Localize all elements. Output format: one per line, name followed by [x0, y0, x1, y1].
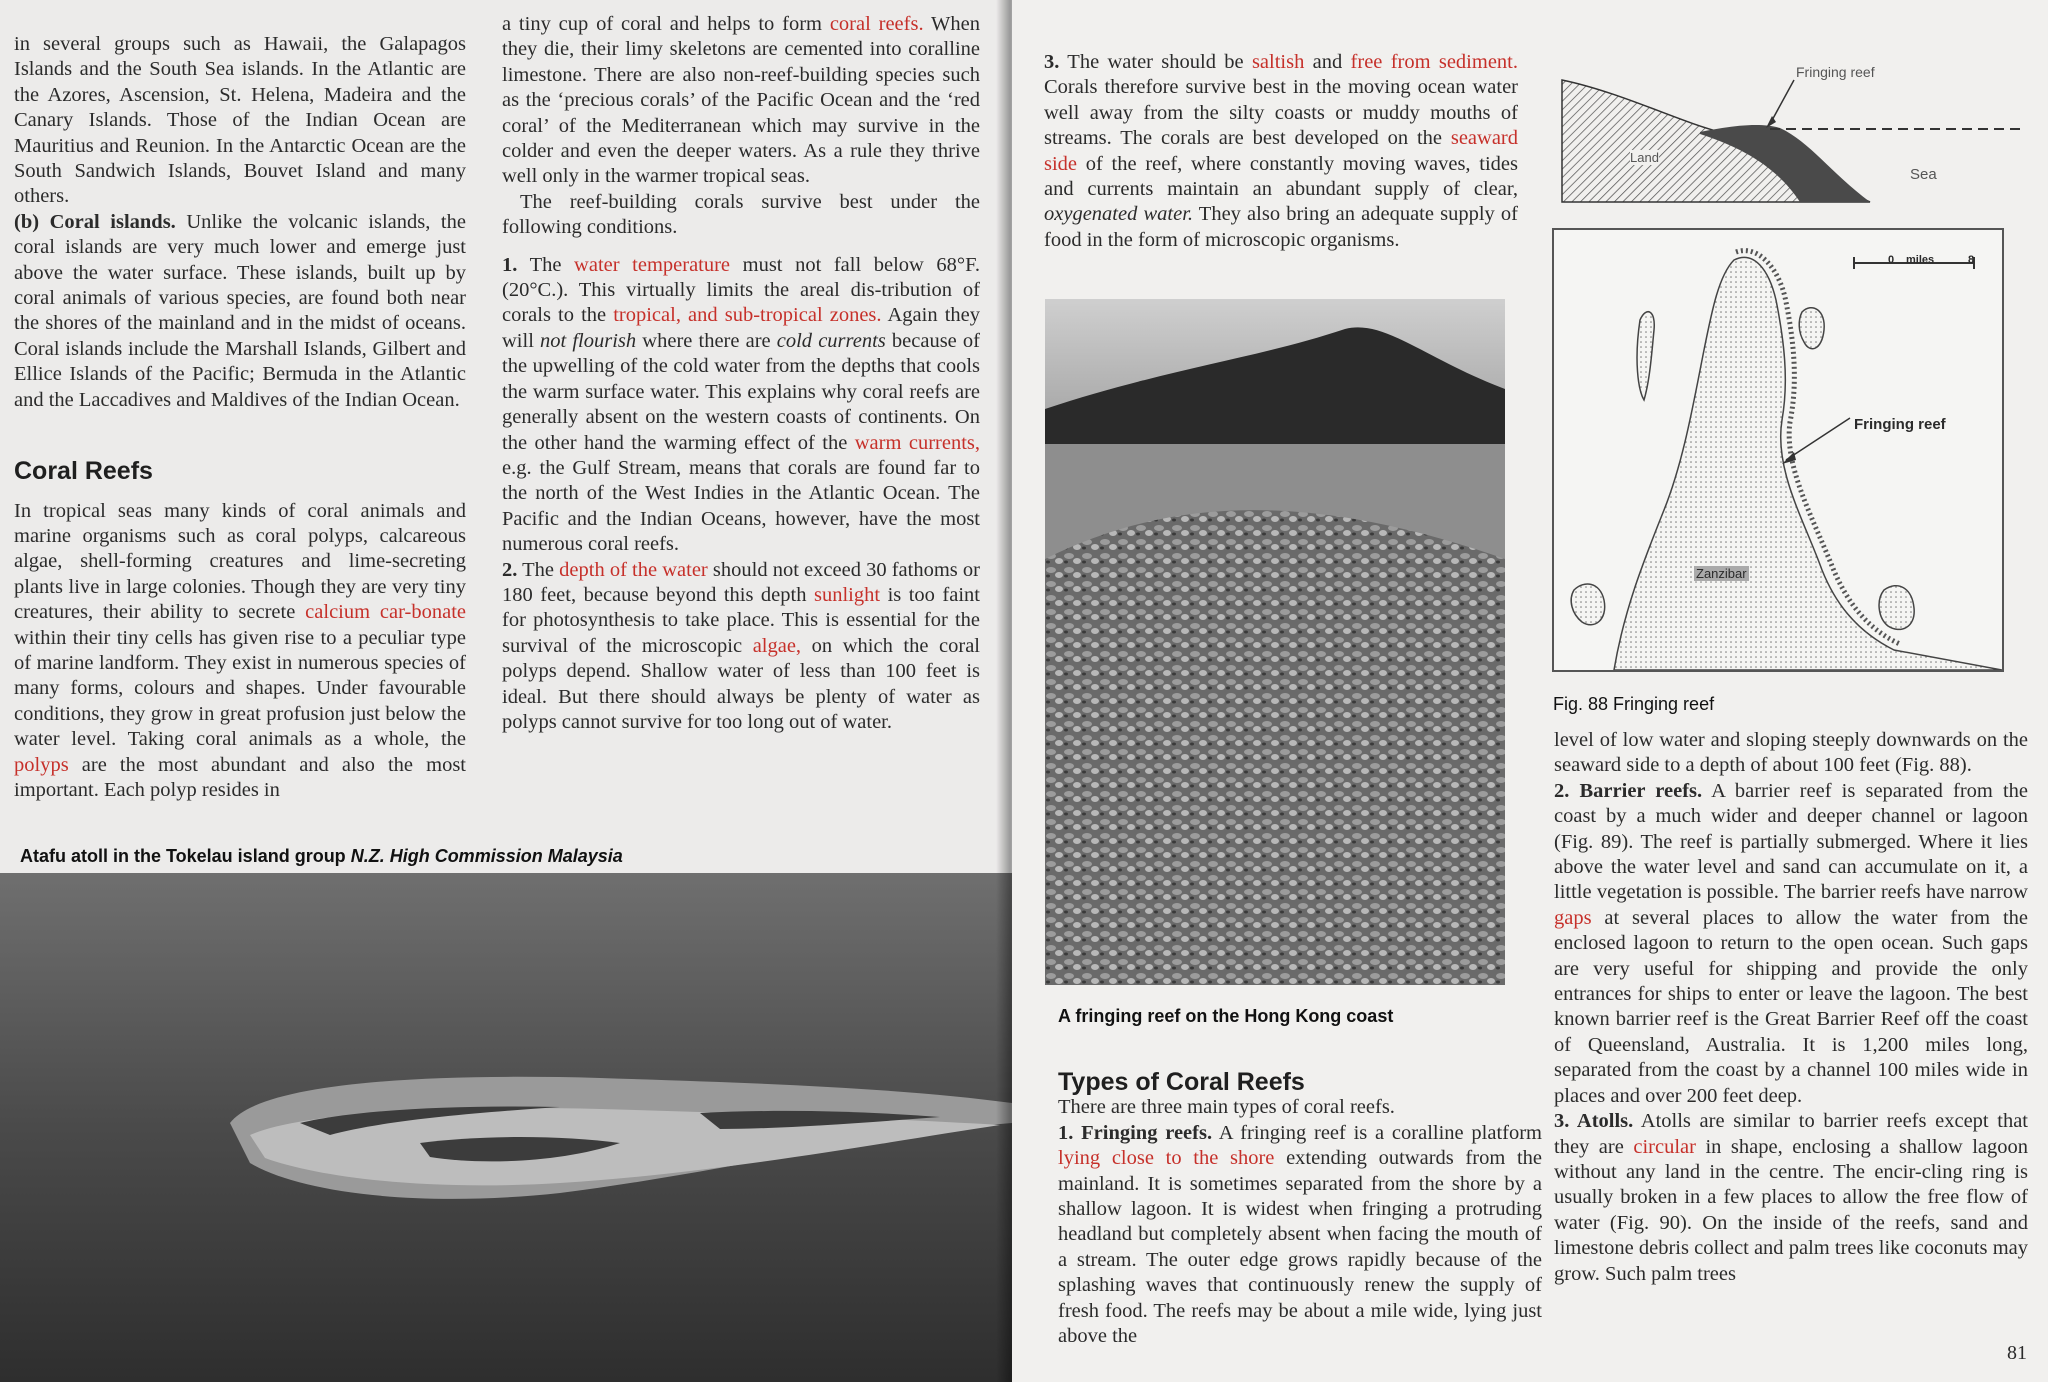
keyword-polyps: polyps: [14, 753, 69, 776]
hongkong-reef-photo: [1045, 299, 1505, 985]
text-segment: A barrier reef is separated from the coast by a much wider and deeper channel or lagoon (Fig. 89). The reef is partially submerged. Where it lies above the water level and sand can accumulate on it, a little vegetation is possible. The barrier reefs have narrow: [1554, 779, 2029, 904]
paragraph-fringing-continued: level of low water and sloping steeply downwards on the seaward side to a depth of about 100 feet (Fig. 88).: [1554, 729, 2028, 777]
keyword-seaward-side: seaward side: [1044, 127, 1518, 175]
paragraph-coral-islands: [14, 210, 466, 413]
type-number: 2.: [1554, 779, 1570, 802]
type-label: Atolls.: [1569, 1110, 1634, 1133]
scale-zero: 0: [1888, 254, 1895, 266]
heading-types-of-coral-reefs: Types of Coral Reefs: [1058, 1068, 1305, 1096]
keyword-lying-close-to-shore: lying close to the shore: [1058, 1147, 1275, 1170]
text-segment: The: [517, 253, 575, 276]
types-intro: There are three main types of coral reefs.: [1058, 1096, 1395, 1119]
keyword-algae: algae,: [752, 634, 802, 657]
keyword-calcium-carbonate: calcium car-bonate: [305, 601, 466, 624]
text-italic: cold currents: [776, 329, 886, 352]
label-sea: Sea: [1910, 166, 1937, 183]
caption-title: Atafu atoll in the Tokelau island group: [20, 846, 346, 866]
spacer: [14, 413, 466, 459]
condition-2-depth: [502, 558, 980, 736]
paragraph-coral-reefs: [14, 499, 466, 804]
text-segment: The: [517, 558, 560, 581]
text-segment: are the most abundant and also the most important. Each polyp resides in: [14, 753, 466, 801]
text-segment: within their tiny cells has given rise to a peculiar type of marine landform. They exist in numerous species of many forms, colours and shapes. Under favourable conditions, they grow in great profusion just below the water level. Taking coral animals as a whole, the: [14, 626, 466, 751]
right-column-1: [1044, 50, 1518, 253]
scale-max: 8: [1968, 254, 1975, 266]
right-column-2: [1554, 728, 2028, 1287]
keyword-free-from-sediment: free from sediment.: [1350, 51, 1518, 73]
text-segment: e.g. the Gulf Stream, means that corals are found far to the north of the West Indies in the Atlantic Ocean. The Pacific and the Indian Oceans, however, have the most numerous coral reefs.: [502, 456, 980, 556]
cross-section-diagram: [1560, 52, 2020, 212]
text-segment: In tropical seas many kinds of coral animals and marine organisms such as coral polyps, calcareous algae, shell-forming creatures and lime-secreting plants live in large colonies. Though they are very tiny creatures, their ability to secrete: [14, 499, 466, 624]
condition-1-temperature: [502, 253, 980, 558]
hongkong-reef-illustration: [1045, 299, 1505, 985]
paragraph-conditions-intro: The reef-building corals survive best under the following conditions.: [502, 190, 980, 239]
keyword-sunlight: sunlight: [813, 583, 881, 606]
text-segment: must not fall below 68°F. (20°C.). This virtually limits the areal dis-tribution of corals to the: [502, 253, 980, 327]
map-label-fringing-reef: Fringing reef: [1854, 416, 1946, 433]
text-segment: and: [1304, 51, 1351, 73]
text-segment: of the reef, where constantly moving waves, tides and currents maintain an abundant supply of clear,: [1044, 152, 1518, 201]
text-segment: Again they will: [502, 304, 980, 352]
zanzibar-map: [1554, 230, 2002, 670]
map-label-zanzibar: Zanzibar: [1696, 566, 1747, 581]
figure-caption: Fig. 88 Fringing reef: [1553, 694, 1715, 714]
atoll-photo-caption: [20, 846, 623, 867]
text-segment: A fringing reef is a coralline platform: [1212, 1121, 1542, 1144]
label-land: Land: [1630, 150, 1659, 165]
type-label: Barrier reefs.: [1569, 779, 1703, 802]
condition-3-salinity: [1044, 50, 1518, 253]
condition-number: 2.: [502, 558, 518, 581]
type-1-fringing: [1058, 1121, 1542, 1350]
condition-number: 1.: [502, 253, 518, 276]
type-number: 1.: [1058, 1121, 1074, 1144]
text-segment: on which the coral polyps depend. Shallow water of less than 100 feet is ideal. But there should always be plenty of water as polyps cannot survive for too long out of water.: [502, 634, 980, 733]
hongkong-photo-caption: A fringing reef on the Hong Kong coast: [1058, 1006, 1394, 1026]
condition-number: 3.: [1044, 51, 1060, 73]
keyword-tropical-zones: tropical, and sub-tropical zones.: [613, 304, 882, 327]
type-3-atolls: [1554, 1109, 2028, 1287]
type-number: 3.: [1554, 1110, 1570, 1133]
text-segment: should not exceed 30 fathoms or 180 feet, because beyond this depth: [502, 558, 980, 606]
label-fringing-reef: Fringing reef: [1796, 64, 1875, 80]
text-segment: a tiny cup of coral and helps to form: [502, 13, 830, 35]
text-segment: Corals therefore survive best in the moving ocean water well away from the silty coasts or muddy mouths of streams. The corals are best developed on the: [1044, 76, 1518, 150]
keyword-depth-of-water: depth of the water: [559, 558, 708, 581]
text-segment: They also bring an adequate supply of food in the form of microscopic organisms.: [1044, 203, 1518, 251]
spacer: [502, 241, 980, 253]
keyword-water-temperature: water temperature: [574, 253, 731, 276]
left-column-1: [14, 32, 466, 803]
text-segment: When they die, their limy skeletons are cemented into coralline limestone. There are also non-reef-building species such as the ‘precious corals’ of the Pacific Ocean and the ‘red coral’ of the Mediterranean which may survive in the colder and even the deeper waters. As a rule they thrive well only in the warmer tropical seas.: [502, 13, 980, 188]
right-column-1-lower: [1058, 1070, 1542, 1349]
keyword-gaps: gaps: [1554, 906, 1592, 929]
text-italic: not flourish: [540, 329, 637, 352]
cross-section-figure: [1560, 52, 2020, 212]
page-number: 81: [2007, 1342, 2027, 1364]
keyword-saltish: saltish: [1251, 51, 1305, 73]
keyword-coral-reefs: coral reefs.: [829, 13, 924, 35]
paragraph-coral-cup: [502, 12, 980, 190]
atoll-illustration: [0, 873, 1012, 1382]
text-segment: is too faint for photosynthesis to take place. This is essential for the survival of the microscopic: [502, 583, 980, 657]
scale-unit: miles: [1906, 254, 1935, 266]
paragraph-island-groups: in several groups such as Hawaii, the Galapagos Islands and the South Sea islands. In the Atlantic are the Azores, Ascension, St. Helena, Madeira and the Canary Islands. Those of the Indian Ocean are Mauritius and Reunion. In the Antarctic Ocean are the South Sandwich Islands, Bouvet Island and many others.: [14, 33, 466, 208]
label-coral-islands: (b) Coral islands.: [14, 210, 176, 233]
keyword-warm-currents: warm currents,: [854, 431, 981, 454]
spacer: [14, 485, 466, 499]
zanzibar-map-figure: [1552, 228, 2004, 672]
text-segment: at several places to allow the water from the enclosed lagoon to return to the open ocean. Such gaps are very useful for shipping and provide the only entrances for ships to enter or leave the lagoon. The best known barrier reef is the Great Barrier Reef off the coast of Queensland, Australia. It is 1,200 miles long, separated from the coast by a channel 100 miles wide in places and over 200 feet deep.: [1554, 906, 2028, 1107]
text-coral-islands: Unlike the volcanic islands, the coral islands are very much lower and emerge just above the water surface. These islands, built up by coral animals of various species, are found both near the shores of the mainland and in the midst of oceans. Coral islands include the Marshall Islands, Gilbert and Ellice Islands of the Pacific; Bermuda in the Atlantic and the Laccadives and Maldives of the Indian Ocean.: [14, 210, 466, 411]
text-segment: extending outwards from the mainland. It is sometimes separated from the shore by a shallow lagoon. It is widest when fringing a protruding headland but completely absent when facing the mouth of a stream. The outer edge grows rapidly because of the splashing waves that continuously renew the supply of fresh food. The reefs may be about a mile wide, lying just above the: [1058, 1147, 1543, 1348]
atoll-photo: [0, 873, 1012, 1382]
type-label: Fringing reefs.: [1073, 1121, 1213, 1144]
type-2-barrier: [1554, 779, 2028, 1109]
text-segment: because of the upwelling of the cold water from the depths that cools the warm surface water. This explains why coral reefs are generally absent on the western coasts of continents. On the other hand the warming effect of the: [502, 329, 980, 454]
text-segment: in shape, enclosing a shallow lagoon without any land in the centre. The encir-cling ring is usually broken in a few places to allow the free flow of water (Fig. 90). On the inside of the reefs, sand and limestone debris collect and palm trees like coconuts may grow. Such palm trees: [1554, 1135, 2028, 1285]
text-segment: where there are: [636, 329, 777, 352]
left-column-2: [502, 12, 980, 735]
text-segment: The water should be: [1059, 51, 1252, 73]
text-segment: Atolls are similar to barrier reefs except that they are: [1554, 1110, 2028, 1158]
caption-credit: N.Z. High Commission Malaysia: [350, 846, 623, 866]
keyword-circular: circular: [1633, 1135, 1696, 1158]
left-page: [0, 0, 1012, 1382]
heading-coral-reefs: Coral Reefs: [14, 457, 153, 486]
text-italic: oxygenated water.: [1044, 203, 1194, 226]
